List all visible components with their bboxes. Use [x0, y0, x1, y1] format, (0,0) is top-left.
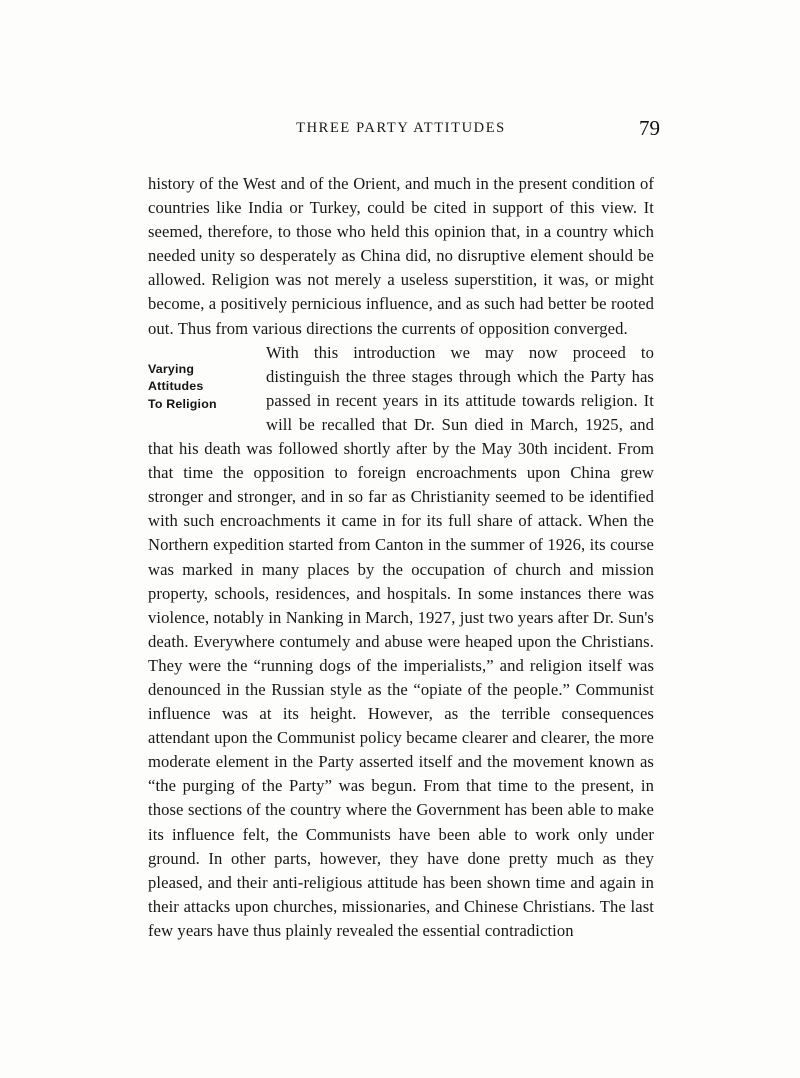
paragraph-2: With this introduction we may now proceed to distinguish the three stages through which the Party has passed in recent years in its attitude towards religion. It will be recalled that Dr. Sun died in March, 1925, and that his death was followed shortly after by the May 30th incident. From that time the opposition to foreign encroachments upon China grew stronger and stronger, and in so far as Christianity seemed to be identified with such encroachments it came in for its full share of attack. When the Northern expedition started from Canton in the summer of 1926, its course was marked in many places by the occupation of church and mission property, schools, residences, and hospitals. In some instances there was violence, notably in Nanking in March, 1927, just two years after Dr. Sun's death. Everywhere contumely and abuse were heaped upon the Christians. They were the “running dogs of the imperialists,” and religion itself was denounced in the Russian style as the “opiate of the people.” Communist influence was at its height. However, as the terrible consequences attendant upon the Communist policy became clearer and clearer, the more moderate element in the Party asserted itself and the movement known as “the purging of the Party” was begun. From that time to the present, in those sections of the country where the Government has been able to make its influence felt, the Communists have been able to work only under ground. In other parts, however, they have done pretty much as they pleased, and their anti-religious attitude has been shown time and again in their attacks upon churches, missionaries, and Chinese Christians. The last few years have thus plainly revealed the essential contradiction [148, 342, 654, 940]
page-number: 79 [639, 116, 660, 140]
paragraph-1: history of the West and of the Orient, and much in the present condition of countries like India or Turkey, could be cited in support of this view. It seemed, therefore, to those who held this opinion that, in a country which needed unity so desperately as China did, no disruptive element should be allowed. Religion was not merely a useless superstition, it was, or might become, a positively pernicious influence, and as such had better be rooted out. Thus from various directions the currents of opposition converged. [148, 174, 654, 338]
page-content [148, 116, 660, 943]
marginal-note-line-1: Varying [148, 361, 195, 376]
marginal-note [148, 361, 260, 414]
running-head-title: THREE PARTY ATTITUDES [296, 120, 506, 136]
paragraph-2-block [148, 341, 654, 943]
marginal-note-line-2: Attitudes [148, 379, 204, 394]
marginal-note-line-3: To Religion [148, 396, 217, 411]
running-header [148, 116, 660, 148]
